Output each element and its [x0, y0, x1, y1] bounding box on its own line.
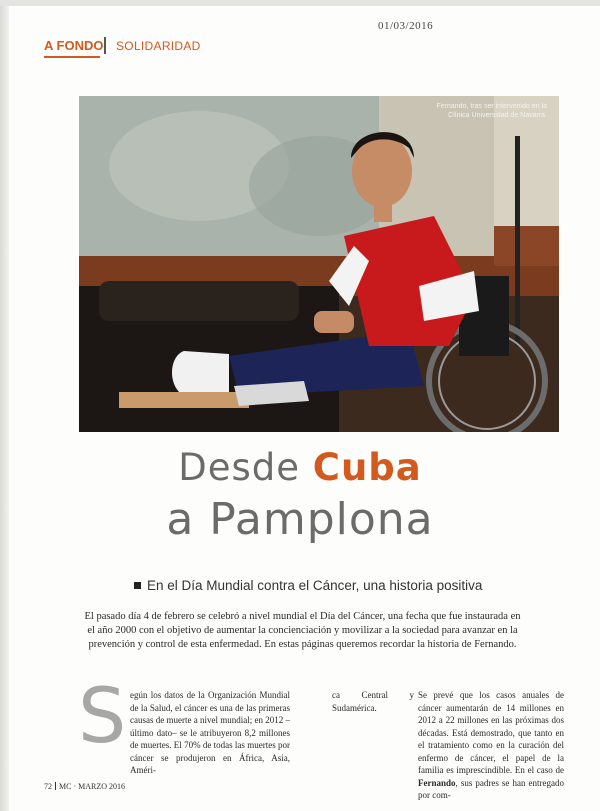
headline-line1	[0, 446, 600, 489]
page-number: 72	[44, 782, 52, 791]
body-column-3-end: , sus padres se han entregado por com-	[418, 777, 564, 800]
photo-caption: Fernando, tras ser intervenido en la Clínica Universidad de Navarra.	[436, 103, 547, 119]
page-edge-shadow	[0, 0, 9, 811]
lead-paragraph: El pasado día 4 de febrero se celebró a nivel mundial el Día del Cáncer, una fecha que fue instaurada en el año 2000 con el objetivo de aumentar la concienciación y movilizar a la sociedad para avanzar en la prevención y control de esta enfermedad. En estas páginas queremos recordar la historia de Fernando.	[84, 611, 521, 650]
subtitle-text: En el Día Mundial contra el Cáncer, una historia positiva	[147, 578, 483, 593]
scan-top-edge	[0, 0, 600, 6]
article-photo	[79, 96, 559, 432]
section-separator	[104, 37, 106, 54]
highlighted-name: Fernando	[418, 777, 456, 788]
body-column-3-text: Se prevé que los casos anuales de cáncer aumentarán de 14 millones en 2012 a 22 millones en las próximas dos décadas. Está demostrado, que tanto en el tratamiento como en la curación del enfermo de cáncer, el papel de la familia es imprescindible. En el caso de	[418, 690, 564, 775]
section-underline	[44, 56, 100, 58]
headline-line2: a Pamplona	[166, 494, 434, 545]
page-footer	[44, 782, 125, 791]
issue-label: MC · MARZO 2016	[59, 782, 126, 791]
subtitle	[134, 578, 482, 593]
body-column-1: egún los datos de la Organización Mundial de la Salud, el cáncer es una de las primeras causas de muerte a nivel mundial; en 2012 –último dato– se le atribuyeron 8,2 millones de muertes. El 70% de todas las muertes por cáncer se produjeron en África, Asia, Améri-	[130, 690, 290, 775]
print-date: 01/03/2016	[378, 20, 434, 32]
footer-separator	[55, 782, 56, 790]
headline-accent: Cuba	[312, 446, 422, 489]
drop-cap: S	[78, 671, 127, 760]
patient-photo-illustration	[79, 96, 559, 432]
square-bullet-icon	[134, 582, 141, 589]
subsection-label: SOLIDARIDAD	[116, 39, 201, 53]
section-label: A FONDO	[44, 38, 104, 53]
body-column-3	[418, 689, 564, 802]
body-column-2: ca Central y Sudamérica.	[332, 690, 414, 713]
headline-prefix: Desde	[178, 446, 301, 489]
